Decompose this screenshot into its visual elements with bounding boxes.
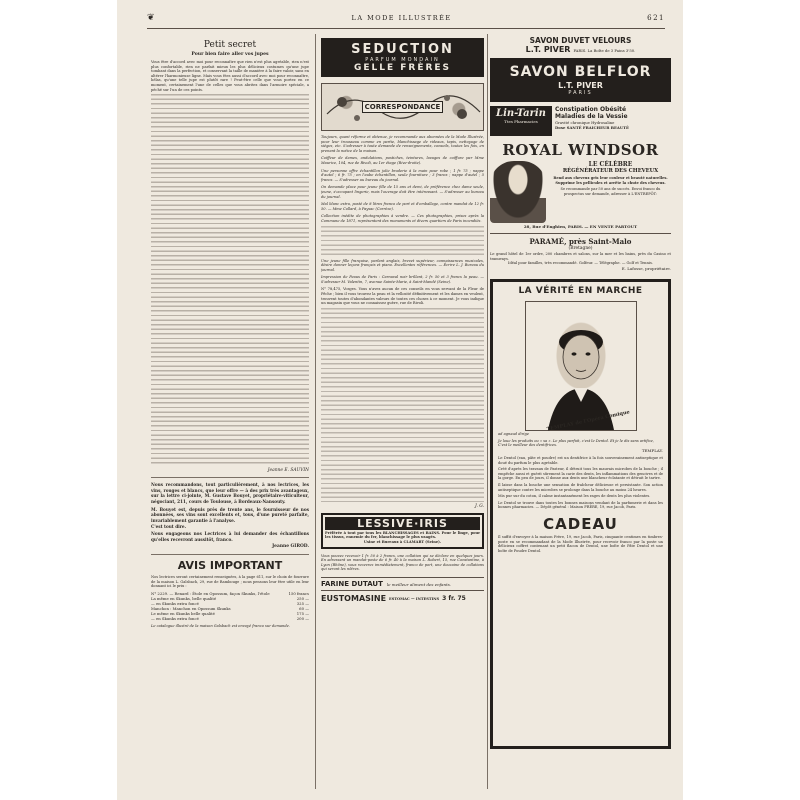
seduction-parfum: PARFUM MONDAIN xyxy=(365,57,440,63)
corr-body-4: On demande place pour jeune fille de 15 ans et demi, de préférence chez dame seule, jeune, s'occupant lingerie, mais l'ouvrage doit être intéressant. — S'adresser au bureau du journal. xyxy=(321,185,484,199)
avis-footer: Le catalogue illustré de la maison Galsbach est envoyé franco sur demande. xyxy=(151,623,290,628)
secret-title: Petit secret xyxy=(203,40,257,50)
lintarin-logo-block xyxy=(490,106,552,136)
cadeau-title: CADEAU xyxy=(543,514,618,533)
announce-body-4: Nous engageons nos Lectrices à lui demander des échantillons qu'elles recevront aussitôt, franco. xyxy=(151,530,309,542)
corr-body-continued xyxy=(321,226,484,256)
dentol-body-4: Mis pur sur du coton, il calme instantanément les rages de dents les plus violentes. xyxy=(498,494,651,499)
announce-signature: Jeanne GIROD. xyxy=(272,544,309,550)
duvet-maker: L.T. PIVER xyxy=(525,45,571,54)
duvet-title: SAVON DUVET VELOURS xyxy=(529,36,632,45)
price-value: 200 — xyxy=(296,615,309,621)
royal-text xyxy=(550,161,671,223)
correspondance-title: CORRESPONDANCE xyxy=(362,101,443,113)
column-3 xyxy=(490,34,671,794)
page-number: 621 xyxy=(647,14,665,22)
portrait-credit: ad agnaud dirige xyxy=(498,431,529,436)
avis-body: Nos lectrices seront certainement renseignées, à la page 611, sur le choix de fourrure de la maison L. Galsbach, 29, rue de Rambouge ; nous pensons leur être utile en leur donnant ici le prix : xyxy=(151,575,309,589)
secret-body: Vous être d'accord avec moi pour reconnaître que rien n'est plus agréable, rien n'est plus confortable, rien ne parfait mieux les plus délicieux costumes qu'une jupe tombant dans la perfection, et conservant la taille de manière à la faire valoir, sans en altérer l'harmonieuse ligne. Mais vous êtes aussi d'accord avec moi pour reconnaître, hélas, qu'une telle jupe est plutôt rare ! Peut-être celle que vous portez en ce moment, certainement l'une de celles que vous abritez dans l'armoire spéciale, a péché sur l'un de ces points. xyxy=(151,60,309,92)
royal-windsor-ad xyxy=(490,141,671,229)
royal-sub: LE CÉLÈBRE xyxy=(588,161,633,168)
parame-ad xyxy=(490,233,671,271)
dentol-body: Le Dentol (eau, pâte et poudre) est un dentifrice à la fois souverainement antiseptique et doué du parfum le plus agréable. xyxy=(498,455,663,465)
abonnement-body: Vous pouvez recevoir 1 fr. 50 à 2 francs, une collation qui se déclare en quelques jours. En adressant un mandat-poste de 6 fr. 40 à la maison L. Robert, 15, rue Constantine, à Lyon (Rhône), vous recevrez immédiatement, franco de port, une douzaine de collations qui seront les nôtres. xyxy=(321,553,484,572)
price-label: La même en Skunks, belle qualité xyxy=(151,595,217,601)
secret-signature: Jeanne E. SAUVIN xyxy=(267,468,309,474)
royal-sub2: RÉGÉNÉRATEUR DES CHEVEUX xyxy=(562,168,659,174)
lintarin-pharmacies: Ttes Pharmacies xyxy=(504,119,538,124)
eustomasine-price: 3 fr. 75 xyxy=(442,595,466,602)
lessive-body: Préférée à tout par tous les BLANCHISSAGES et BAINS. Pour le linge, pour les tissus, ennemie du fer, blanchissage le plus usagés. xyxy=(325,530,480,540)
corr-body-1: Toujours, quant réforme et obtenue, je recommande aux abonnées de la Mode Illustrée, pour leur trousseau comme en partie, blanchissage de rideaux, tapis, nettoyage de sièges, etc. S'adresser à toute demande de renseignements, conseils, toutes les fois, en prenant la notice de la maison. xyxy=(321,135,484,153)
verite-ad xyxy=(490,279,671,749)
column-1 xyxy=(151,34,309,794)
magazine-title: LA MODE ILLUSTRÉE xyxy=(351,14,452,22)
lessive-title: LESSIVE·IRIS xyxy=(325,517,480,530)
left-ornament: ❦ xyxy=(147,13,157,23)
corr-body-8: Impression de Peaux de Paris : Carnaval noir brillant, 2 fr. 50 et 3 francs la peau. — S'adresser M. Valentin, 7, avenue Sainte-Marie, à Saint-Mandé (Seine). xyxy=(321,275,484,284)
eustomasine-title: EUSTOMASINE xyxy=(321,594,387,603)
belflor-title: SAVON BELFLOR xyxy=(509,64,652,80)
column-2 xyxy=(321,34,484,794)
running-header xyxy=(147,10,665,26)
corr-body-2: Coiffeur de dames, ondulations, postiches, teintures, lavages de coiffure par Mme Maurice, 104, rue de Rivoli, au 1er étage (Rive-droite). xyxy=(321,156,484,165)
secret-subtitle: Pour bien faire aller vos jupes xyxy=(191,52,269,57)
price-value: 250 — xyxy=(296,595,309,601)
header-rule xyxy=(147,28,665,29)
price-label: N° 2229. — Renard : Étole en Opossum, façon Skunks, l'étole xyxy=(151,590,270,596)
price-value: 325 — xyxy=(296,600,309,606)
corr-body-6: Collection inédite de photographies à vendre. — Ces photographies, prises après la Commune de 1871, représentent des monuments et divers quartiers de Paris incendiés. xyxy=(321,214,484,223)
magazine-page xyxy=(117,0,683,800)
parame-region: (Bretagne) xyxy=(568,246,593,251)
column-divider-1 xyxy=(315,34,316,789)
corr-body-3: Une personne offre échantillon jolie broderie à la main pour robe ; 1 fr. 75 ; nappe d'autel ; 6 fr. 75 ; en l'aube échantillon, seule fourniture ; 3 francs ; nappe d'autel ; 5 francs. — S'adresser au bureau du journal. xyxy=(321,168,484,182)
parame-body-2: Idéal pour familles, très recommandé. Golfeur. — Télégraphe. — Golf et Tennis. xyxy=(508,261,653,266)
seduction-maker: GELLE FRÈRES xyxy=(353,63,452,73)
lintarin-claim-1: Constipation Obésité xyxy=(555,106,627,113)
cadeau-body: Il suffit d'envoyer à la maison Frère, 19, rue Jacob, Paris, cinquante centimes en timbres-poste en se recommandant de la Mode Illustrée, pour recevoir franco par la poste un délicieux coffret contenant un petit flacon de Dentol, une boîte de Pâte Dentol et une boîte de Poudre Dentol. xyxy=(498,534,663,553)
price-value: 150 francs xyxy=(288,590,309,596)
announce-body-2: M. Bouyet est, depuis près de trente ans, le fournisseur de nos abonnées, ses vins sont excellents et, tous, d'une pureté parfaite, invariablement garantie à l'analyse. xyxy=(151,506,309,523)
parame-signature: E. Lafosse, propriétaire. xyxy=(621,265,671,271)
price-list xyxy=(151,591,309,621)
duvet-ad xyxy=(490,36,671,54)
dentol-body-5: Le Dentol se trouve dans toutes les bonnes maisons vendant de la parfumerie et dans les bonnes pharmacies. — Dépôt général : Maison FRÈRE, 19, rue Jacob, Paris. xyxy=(498,500,663,510)
divider xyxy=(151,477,309,478)
farine-ad xyxy=(321,577,484,591)
lintarin-claim-2: Maladies de la Vessie xyxy=(555,113,628,120)
verite-title: LA VÉRITÉ EN MARCHE xyxy=(518,285,643,296)
royal-title: ROYAL WINDSOR xyxy=(502,141,659,159)
belflor-maker: L.T. PIVER xyxy=(558,81,603,90)
price-label: — en Skunks extra foncé xyxy=(151,615,199,621)
lessive-address: Usine et Bureaux à CLAMART (Seine). xyxy=(363,540,442,545)
royal-body-2: Se recommande par 50 ans de succès. Envoi franco du prospectus sur demande, adresser à L'ENTREPÔT: xyxy=(560,187,661,196)
corr-body-5: Mal blanc extra, posté de 8 litres franco de port et d'emballage, contre mandat de 12 fr. 50. — Mme Collard, à Paysac (Corrèze). xyxy=(321,202,484,211)
lintarin-ad xyxy=(490,106,671,136)
announce-body: Nous recommandons, tout particulièrement, à nos lectrices, les vins, rouges et blancs, que leur offre — à des prix très avantageux, sur la lettre ci-jointe, M. Gustave Bouyet, propriétaire-viticulteur, négociant, 211, cours de Toulouse, à Bordeaux-Nansouty. xyxy=(151,482,309,504)
farine-tagline: le meilleur aliment des enfants. xyxy=(386,582,452,587)
farine-title: FARINE DUTAUT xyxy=(321,580,383,588)
corr-body-7: Une jeune fille française, parlant anglais, brevet supérieur, connaissances musicales, désire donner leçons français et piano. Excellentes références. — Écrire L. J. Bureau du journal. xyxy=(321,258,484,272)
price-value: 175 — xyxy=(296,610,309,616)
royal-body: Rend aux cheveux gris leur couleur et beauté naturelles. Supprime les pellicules et arrête la chute des cheveux. xyxy=(553,176,668,185)
royal-address: 28, Rue d'Enghien, PARIS. — EN VENTE PARTOUT xyxy=(523,224,638,229)
lintarin-claims xyxy=(555,106,671,136)
eustomasine-small: ESTOMAC — INTESTINS xyxy=(389,596,440,601)
verite-quote: Je loue les produits ou « sa ». Le plus parfait, c'est le Dentol. Et je le dis sans artifice, C'est le meilleur des dentifrices. xyxy=(498,438,654,448)
avis-title: AVIS IMPORTANT xyxy=(151,554,309,572)
price-row xyxy=(151,616,309,621)
corr-body-9-continued xyxy=(321,308,484,502)
lessive-ad xyxy=(321,513,484,549)
price-value: 60 — xyxy=(299,605,309,611)
announce-body-3: C'est tout dire. xyxy=(151,524,187,530)
column-divider-2 xyxy=(487,34,488,789)
duvet-line2 xyxy=(490,45,671,54)
dentol-body-2: Créé d'après les travaux de Pasteur, il détruit tous les mauvais microbes de la bouche ; il empêche aussi et guérit sûrement la carie des dents, les inflammations des gencives et de la gorge. En peu de jours, il donne aux dents une blancheur éclatante et détruit le tartre. xyxy=(498,467,663,481)
duvet-small: PARIS. La Boîte de 3 Pains 3'50. xyxy=(573,48,636,53)
royal-body-row xyxy=(490,161,671,223)
lintarin-claim-3: Gravité chronique Hydrosaline xyxy=(555,120,615,125)
belflor-ad xyxy=(490,58,671,102)
lintarin-claim-4: Dose SANTÉ FRAICHEUR BEAUTÉ xyxy=(555,125,629,130)
belflor-city: PARIS xyxy=(568,90,593,96)
dentol-body-3: Il laisse dans la bouche une sensation de fraîcheur délicieuse et persistante. Son action antiseptique contre les microbes se prolonge dans la bouche au moins 24 heures. xyxy=(498,482,663,492)
price-label: Manchon : Manchon en Opossum Skunks xyxy=(151,605,231,611)
corr-body-9: N° 78,475, Vosges. Vous n'avez aucun de ces conseils en vous servant de la Fleur de Pêche ; bien il vous trouvez la peau et la vellosité définitivement et les dames en veulent, trouvent toutes d'abondantes valeurs de toutes ces choses à ce moment. Je vous indique un magasin que vous ne connaissez guère, rue de Rivoli. xyxy=(321,287,484,306)
verite-quote-signature: TEMPLAY. xyxy=(641,447,663,453)
correspondance-banner xyxy=(321,83,484,131)
corr-signature: J. G. xyxy=(475,503,484,509)
woman-portrait-illustration xyxy=(490,161,546,223)
lintarin-title: Lin-Tarin xyxy=(496,108,546,119)
parame-title: PARAMÉ, près Saint-Malo xyxy=(529,237,632,246)
price-label: Le même en Skunks belle qualité xyxy=(151,610,215,616)
seduction-ad xyxy=(321,38,484,77)
eustomasine-ad xyxy=(321,594,484,603)
price-label: — en Skunks extra foncé xyxy=(151,600,199,606)
seduction-brand: SEDUCTION xyxy=(351,42,454,57)
parame-body: Le grand hôtel de 1er ordre, 200 chambres et salons, sur la mer et les bains, près du Casino et tramways. xyxy=(490,252,671,261)
secret-body-continued xyxy=(151,94,309,466)
portrait-frame xyxy=(525,301,637,431)
portrait-caption: TEMPLAY de l'Opéra Comique xyxy=(545,409,630,433)
